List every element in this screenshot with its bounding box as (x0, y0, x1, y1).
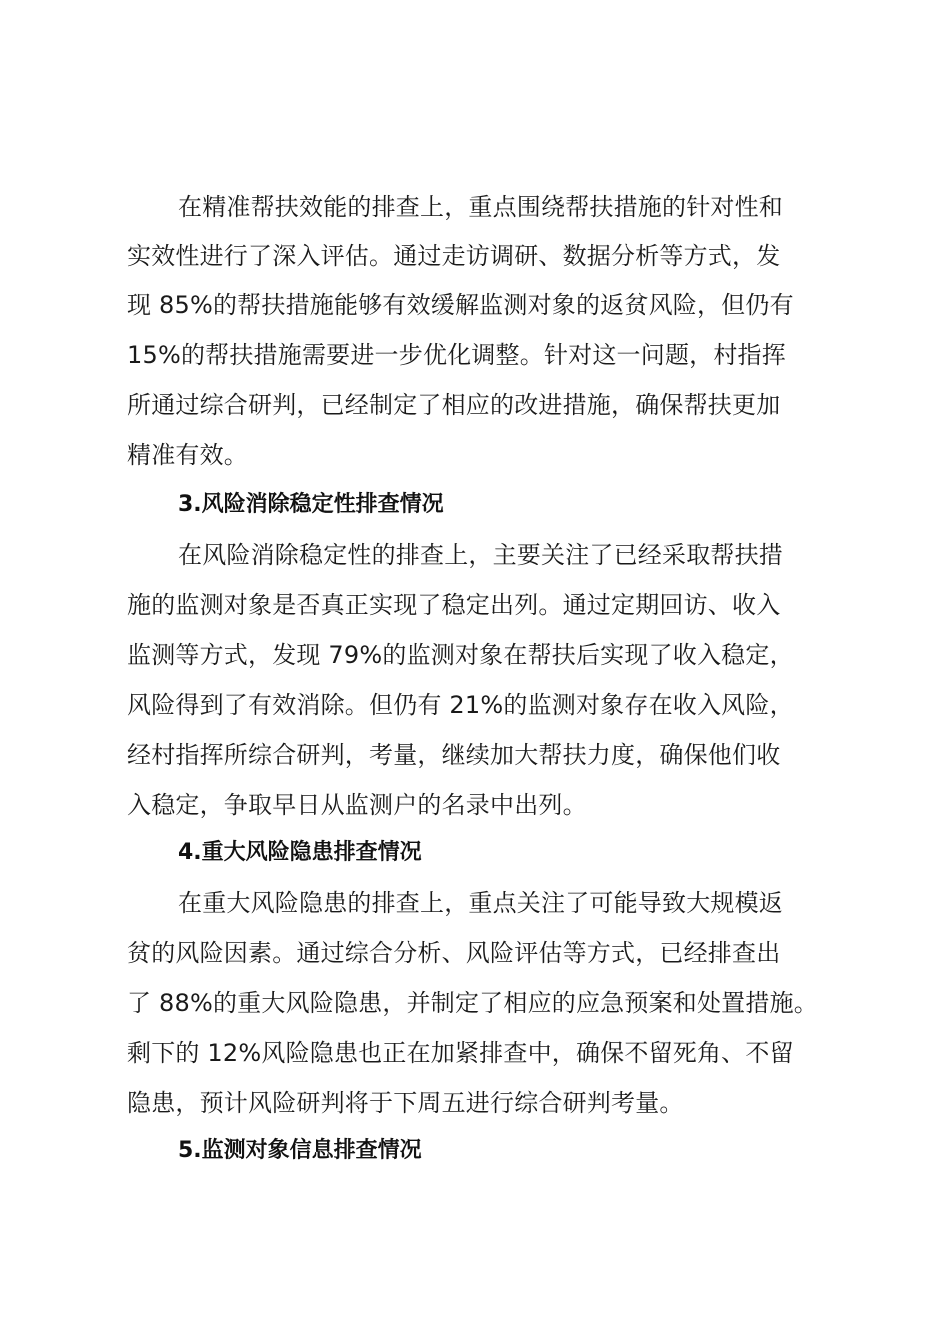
paragraph-line: 在风险消除稳定性的排查上，主要关注了已经采取帮扶措 (178, 541, 783, 569)
paragraph-line: 剩下的 12%风险隐患也正在加紧排查中，确保不留死角、不留 (127, 1039, 794, 1067)
paragraph-line: 了 88%的重大风险隐患，并制定了相应的应急预案和处置措施。 (127, 989, 818, 1017)
paragraph-line: 入稳定，争取早日从监测户的名录中出列。 (127, 791, 587, 819)
paragraph-line: 经村指挥所综合研判，考量，继续加大帮扶力度，确保他们收 (127, 741, 781, 769)
paragraph-line: 风险得到了有效消除。但仍有 21%的监测对象存在收入风险， (127, 691, 794, 719)
paragraph-line: 在精准帮扶效能的排查上，重点围绕帮扶措施的针对性和 (178, 193, 783, 221)
section-heading: 5.监测对象信息排查情况 (178, 1138, 422, 1163)
paragraph-line: 所通过综合研判，已经制定了相应的改进措施，确保帮扶更加 (127, 391, 781, 419)
paragraph-line: 现 85%的帮扶措施能够有效缓解监测对象的返贫风险，但仍有 (127, 291, 794, 319)
paragraph-line: 贫的风险因素。通过综合分析、风险评估等方式，已经排查出 (127, 939, 781, 967)
paragraph-line: 15%的帮扶措施需要进一步优化调整。针对这一问题，村指挥 (127, 341, 786, 369)
paragraph-line: 精准有效。 (127, 441, 248, 469)
paragraph-line: 监测等方式，发现 79%的监测对象在帮扶后实现了收入稳定， (127, 641, 794, 669)
paragraph-line: 在重大风险隐患的排查上，重点关注了可能导致大规模返 (178, 889, 783, 917)
section-heading: 4.重大风险隐患排查情况 (178, 840, 422, 865)
paragraph-line: 施的监测对象是否真正实现了稳定出列。通过定期回访、收入 (127, 591, 781, 619)
section-heading: 3.风险消除稳定性排查情况 (178, 492, 444, 517)
paragraph-line: 隐患，预计风险研判将于下周五进行综合研判考量。 (127, 1089, 684, 1117)
paragraph-line: 实效性进行了深入评估。通过走访调研、数据分析等方式，发 (127, 242, 781, 270)
